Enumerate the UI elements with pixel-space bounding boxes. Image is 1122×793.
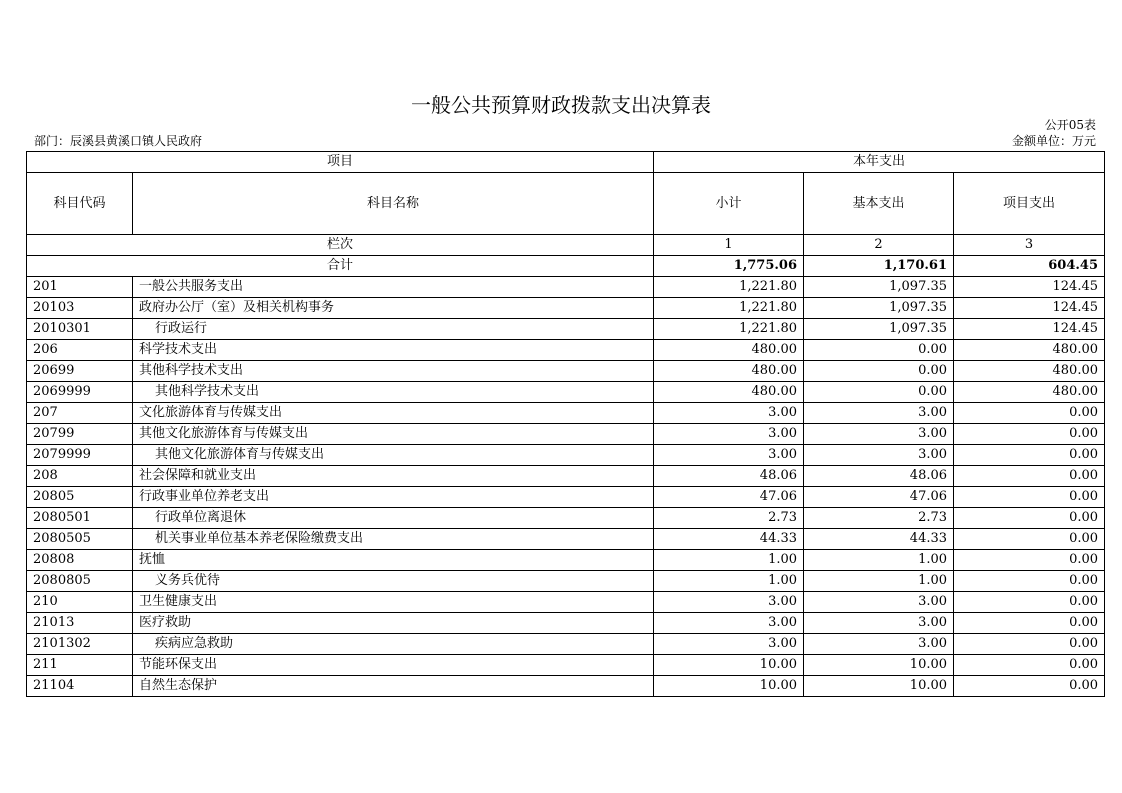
row-subtotal: 3.00: [654, 634, 804, 655]
row-name: 行政运行: [133, 319, 654, 340]
table-row: [27, 340, 1105, 361]
row-basic: 48.06: [804, 466, 954, 487]
row-name: 行政事业单位养老支出: [133, 487, 654, 508]
total-project: 604.45: [954, 256, 1105, 277]
header-row-columns: [27, 173, 1105, 235]
table-row: [27, 424, 1105, 445]
row-code: 20805: [27, 487, 133, 508]
row-code: 21104: [27, 676, 133, 697]
table-row: [27, 403, 1105, 424]
row-project: 0.00: [954, 508, 1105, 529]
document-title: 一般公共预算财政拨款支出决算表: [411, 93, 711, 117]
row-project: 0.00: [954, 655, 1105, 676]
row-subtotal: 480.00: [654, 361, 804, 382]
department-label: 部门：辰溪县黄溪口镇人民政府: [34, 134, 203, 148]
row-name: 医疗救助: [133, 613, 654, 634]
row-subtotal: 10.00: [654, 676, 804, 697]
row-subtotal: 44.33: [654, 529, 804, 550]
row-code: 2080505: [27, 529, 133, 550]
table-row: [27, 319, 1105, 340]
row-name: 科学技术支出: [133, 340, 654, 361]
table-row: [27, 487, 1105, 508]
row-project: 0.00: [954, 487, 1105, 508]
row-basic: 3.00: [804, 403, 954, 424]
row-name: 政府办公厅（室）及相关机构事务: [133, 298, 654, 319]
column-number-2: 2: [804, 235, 954, 256]
row-name: 疾病应急救助: [133, 634, 654, 655]
row-code: 210: [27, 592, 133, 613]
row-code: 201: [27, 277, 133, 298]
row-subtotal: 3.00: [654, 424, 804, 445]
row-basic: 3.00: [804, 634, 954, 655]
row-name: 其他文化旅游体育与传媒支出: [133, 445, 654, 466]
row-subtotal: 3.00: [654, 592, 804, 613]
budget-expenditure-table: [26, 151, 1105, 697]
row-project: 0.00: [954, 550, 1105, 571]
column-number-label: 栏次: [27, 235, 654, 256]
row-project: 0.00: [954, 424, 1105, 445]
table-row: [27, 676, 1105, 697]
amount-unit-label: 金额单位：万元: [1011, 134, 1096, 148]
row-basic: 10.00: [804, 655, 954, 676]
table-row: [27, 634, 1105, 655]
row-code: 2079999: [27, 445, 133, 466]
row-name: 行政单位离退休: [133, 508, 654, 529]
row-project: 0.00: [954, 403, 1105, 424]
row-name: 自然生态保护: [133, 676, 654, 697]
table-row: [27, 466, 1105, 487]
row-subtotal: 48.06: [654, 466, 804, 487]
row-basic: 1.00: [804, 571, 954, 592]
row-basic: 3.00: [804, 445, 954, 466]
row-code: 20799: [27, 424, 133, 445]
table-row: [27, 298, 1105, 319]
row-project: 480.00: [954, 340, 1105, 361]
row-code: 2010301: [27, 319, 133, 340]
row-code: 206: [27, 340, 133, 361]
total-basic: 1,170.61: [804, 256, 954, 277]
table-row: [27, 592, 1105, 613]
row-basic: 3.00: [804, 613, 954, 634]
row-name: 社会保障和就业支出: [133, 466, 654, 487]
row-project: 480.00: [954, 361, 1105, 382]
column-number-row: [27, 235, 1105, 256]
table-row: [27, 382, 1105, 403]
row-name: 文化旅游体育与传媒支出: [133, 403, 654, 424]
row-subtotal: 1.00: [654, 550, 804, 571]
row-subtotal: 1,221.80: [654, 319, 804, 340]
row-name: 节能环保支出: [133, 655, 654, 676]
header-basic: 基本支出: [804, 173, 954, 235]
row-subtotal: 1,221.80: [654, 277, 804, 298]
row-basic: 44.33: [804, 529, 954, 550]
row-basic: 1,097.35: [804, 277, 954, 298]
header-project: 项目支出: [954, 173, 1105, 235]
row-project: 124.45: [954, 298, 1105, 319]
row-basic: 1.00: [804, 550, 954, 571]
row-subtotal: 480.00: [654, 340, 804, 361]
row-subtotal: 10.00: [654, 655, 804, 676]
row-basic: 2.73: [804, 508, 954, 529]
row-code: 211: [27, 655, 133, 676]
row-name: 其他科学技术支出: [133, 361, 654, 382]
row-subtotal: 3.00: [654, 613, 804, 634]
table-row: [27, 508, 1105, 529]
row-project: 0.00: [954, 529, 1105, 550]
row-code: 208: [27, 466, 133, 487]
row-name: 抚恤: [133, 550, 654, 571]
row-subtotal: 480.00: [654, 382, 804, 403]
row-project: 124.45: [954, 277, 1105, 298]
row-code: 20808: [27, 550, 133, 571]
table-row: [27, 361, 1105, 382]
row-subtotal: 3.00: [654, 445, 804, 466]
table-row: [27, 550, 1105, 571]
row-code: 20699: [27, 361, 133, 382]
row-project: 0.00: [954, 466, 1105, 487]
total-subtotal: 1,775.06: [654, 256, 804, 277]
row-code: 2101302: [27, 634, 133, 655]
header-code: 科目代码: [27, 173, 133, 235]
row-project: 0.00: [954, 445, 1105, 466]
row-code: 21013: [27, 613, 133, 634]
row-project: 0.00: [954, 613, 1105, 634]
row-name: 机关事业单位基本养老保险缴费支出: [133, 529, 654, 550]
row-subtotal: 2.73: [654, 508, 804, 529]
row-basic: 0.00: [804, 361, 954, 382]
row-subtotal: 47.06: [654, 487, 804, 508]
row-basic: 3.00: [804, 424, 954, 445]
row-code: 2069999: [27, 382, 133, 403]
row-subtotal: 1.00: [654, 571, 804, 592]
table-row: [27, 655, 1105, 676]
row-basic: 0.00: [804, 340, 954, 361]
table-row: [27, 613, 1105, 634]
row-name: 其他科学技术支出: [133, 382, 654, 403]
row-project: 124.45: [954, 319, 1105, 340]
row-basic: 1,097.35: [804, 298, 954, 319]
total-label: 合计: [27, 256, 654, 277]
row-project: 0.00: [954, 571, 1105, 592]
row-project: 0.00: [954, 676, 1105, 697]
row-basic: 10.00: [804, 676, 954, 697]
table-row: [27, 277, 1105, 298]
form-number: 公开05表: [1044, 118, 1096, 132]
row-basic: 0.00: [804, 382, 954, 403]
header-name: 科目名称: [133, 173, 654, 235]
table-row: [27, 529, 1105, 550]
header-item: 项目: [27, 152, 654, 173]
column-number-3: 3: [954, 235, 1105, 256]
table-row: [27, 445, 1105, 466]
row-name: 义务兵优待: [133, 571, 654, 592]
row-name: 一般公共服务支出: [133, 277, 654, 298]
row-project: 480.00: [954, 382, 1105, 403]
row-code: 20103: [27, 298, 133, 319]
table-row: [27, 571, 1105, 592]
row-basic: 1,097.35: [804, 319, 954, 340]
header-current-year: 本年支出: [654, 152, 1105, 173]
row-subtotal: 3.00: [654, 403, 804, 424]
row-basic: 47.06: [804, 487, 954, 508]
header-row-top: [27, 152, 1105, 173]
row-name: 卫生健康支出: [133, 592, 654, 613]
column-number-1: 1: [654, 235, 804, 256]
row-subtotal: 1,221.80: [654, 298, 804, 319]
row-project: 0.00: [954, 592, 1105, 613]
row-basic: 3.00: [804, 592, 954, 613]
row-code: 2080501: [27, 508, 133, 529]
row-code: 2080805: [27, 571, 133, 592]
total-row: [27, 256, 1105, 277]
header-subtotal: 小计: [654, 173, 804, 235]
row-name: 其他文化旅游体育与传媒支出: [133, 424, 654, 445]
row-project: 0.00: [954, 634, 1105, 655]
row-code: 207: [27, 403, 133, 424]
